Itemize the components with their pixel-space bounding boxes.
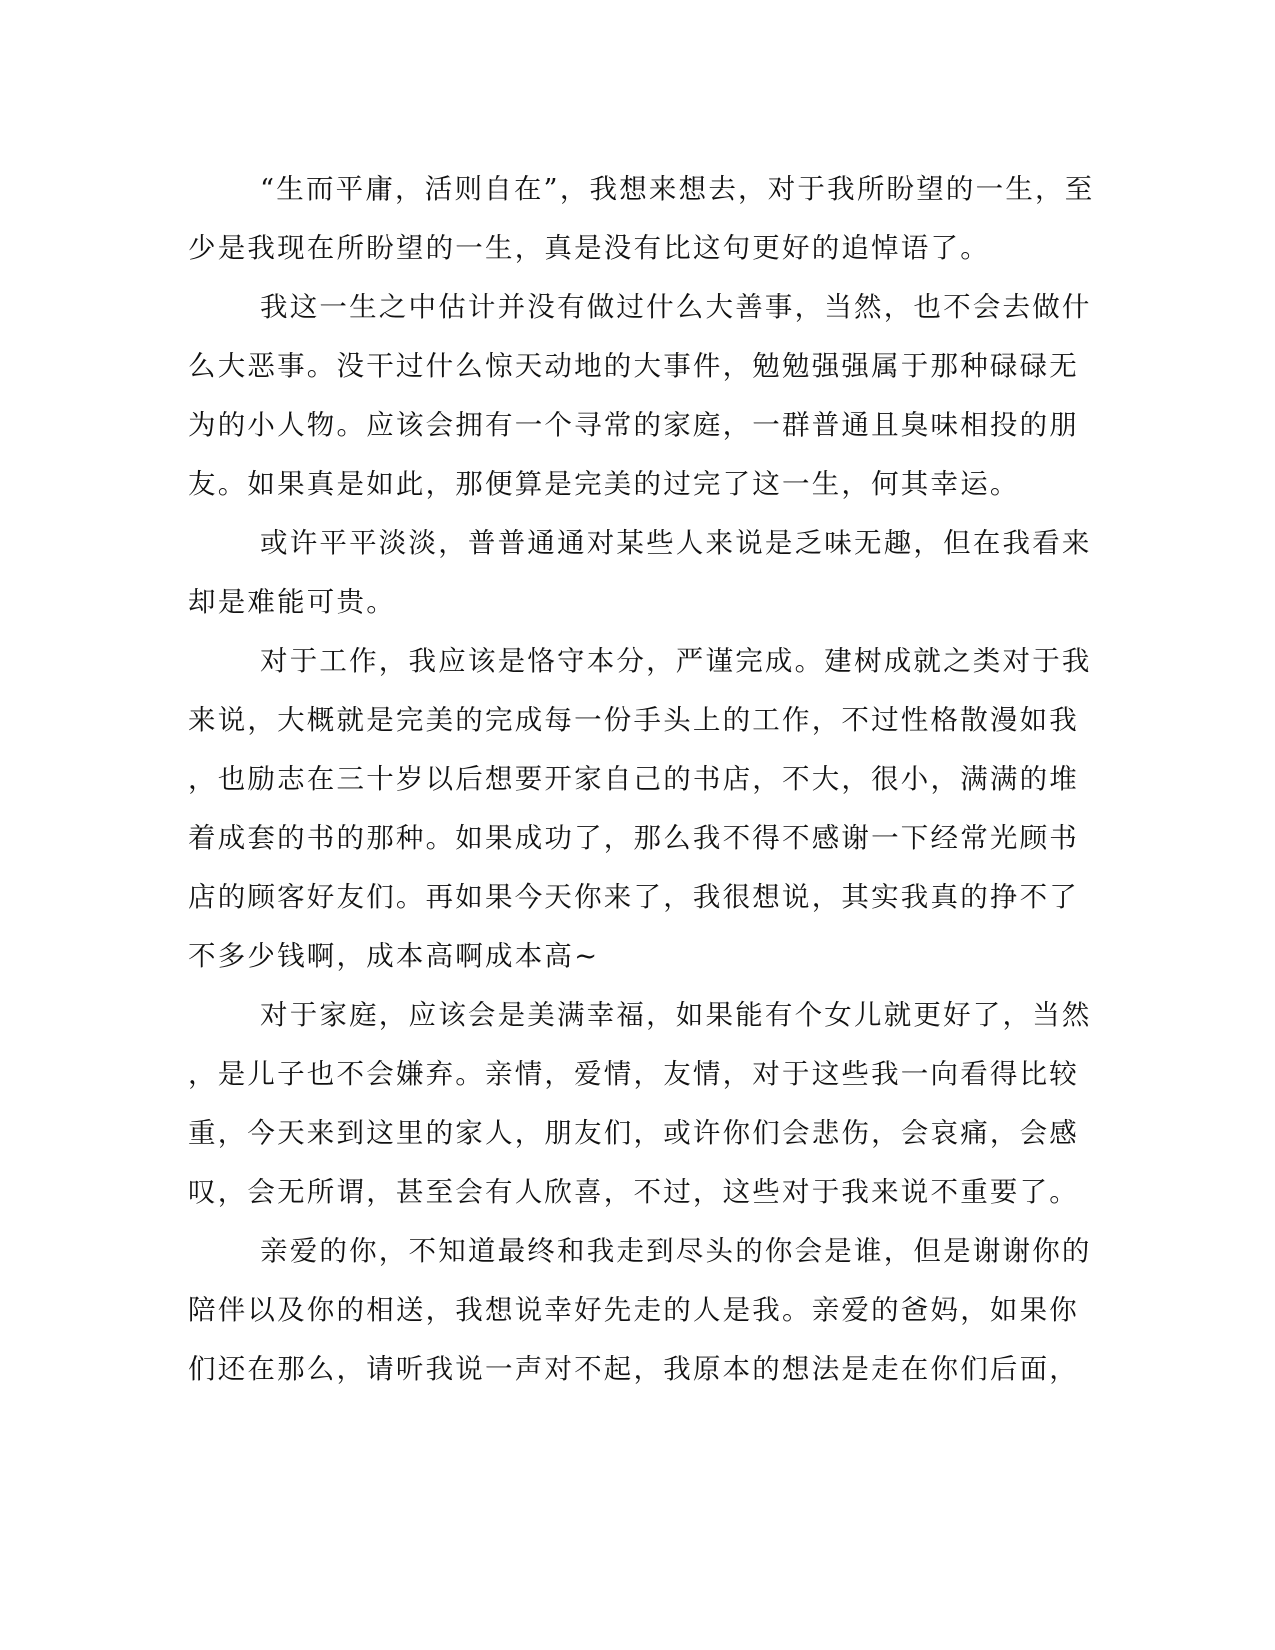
text-line: 叹，会无所谓，甚至会有人欣喜，不过，这些对于我来说不重要了。 xyxy=(188,1176,1079,1208)
paragraph xyxy=(188,986,1092,1222)
text-line: 少是我现在所盼望的一生，真是没有比这句更好的追悼语了。 xyxy=(188,232,990,264)
text-line: 么大恶事。没干过什么惊天动地的大事件，勉勉强强属于那种碌碌无 xyxy=(188,350,1079,382)
text-line: 我这一生之中估计并没有做过什么大善事，当然，也不会去做什 xyxy=(260,291,1092,323)
text-line: 为的小人物。应该会拥有一个寻常的家庭，一群普通且臭味相投的朋 xyxy=(188,409,1079,441)
paragraph xyxy=(188,160,1095,278)
paragraph xyxy=(188,278,1092,514)
document-body xyxy=(188,160,1095,1399)
text-line: 着成套的书的那种。如果成功了，那么我不得不感谢一下经常光顾书 xyxy=(188,822,1079,854)
text-line: 对于工作，我应该是恪守本分，严谨完成。建树成就之类对于我 xyxy=(260,645,1092,677)
text-line: 重，今天来到这里的家人，朋友们，或许你们会悲伤，会哀痛，会感 xyxy=(188,1117,1079,1149)
text-line: 友。如果真是如此，那便算是完美的过完了这一生，何其幸运。 xyxy=(188,468,1020,500)
text-line: 或许平平淡淡，普普通通对某些人来说是乏味无趣，但在我看来 xyxy=(260,527,1092,559)
text-line: 陪伴以及你的相送，我想说幸好先走的人是我。亲爱的爸妈，如果你 xyxy=(188,1294,1079,1326)
text-line: 来说，大概就是完美的完成每一份手头上的工作，不过性格散漫如我 xyxy=(188,704,1079,736)
paragraph xyxy=(188,632,1092,986)
text-line: ，是儿子也不会嫌弃。亲情，爱情，友情，对于这些我一向看得比较 xyxy=(188,1058,1079,1090)
text-line: 们还在那么，请听我说一声对不起，我原本的想法是走在你们后面， xyxy=(188,1353,1079,1385)
text-line: “生而平庸，活则自在”，我想来想去，对于我所盼望的一生，至 xyxy=(260,173,1095,205)
paragraph xyxy=(188,1222,1092,1399)
text-line: 不多少钱啊，成本高啊成本高~ xyxy=(188,940,600,972)
text-line: 亲爱的你，不知道最终和我走到尽头的你会是谁，但是谢谢你的 xyxy=(260,1235,1092,1267)
text-line: 对于家庭，应该会是美满幸福，如果能有个女儿就更好了，当然 xyxy=(260,999,1092,1031)
paragraph xyxy=(188,514,1092,632)
text-line: 却是难能可贵。 xyxy=(188,586,396,618)
text-line: ，也励志在三十岁以后想要开家自己的书店，不大，很小，满满的堆 xyxy=(188,763,1079,795)
text-line: 店的顾客好友们。再如果今天你来了，我很想说，其实我真的挣不了 xyxy=(188,881,1079,913)
